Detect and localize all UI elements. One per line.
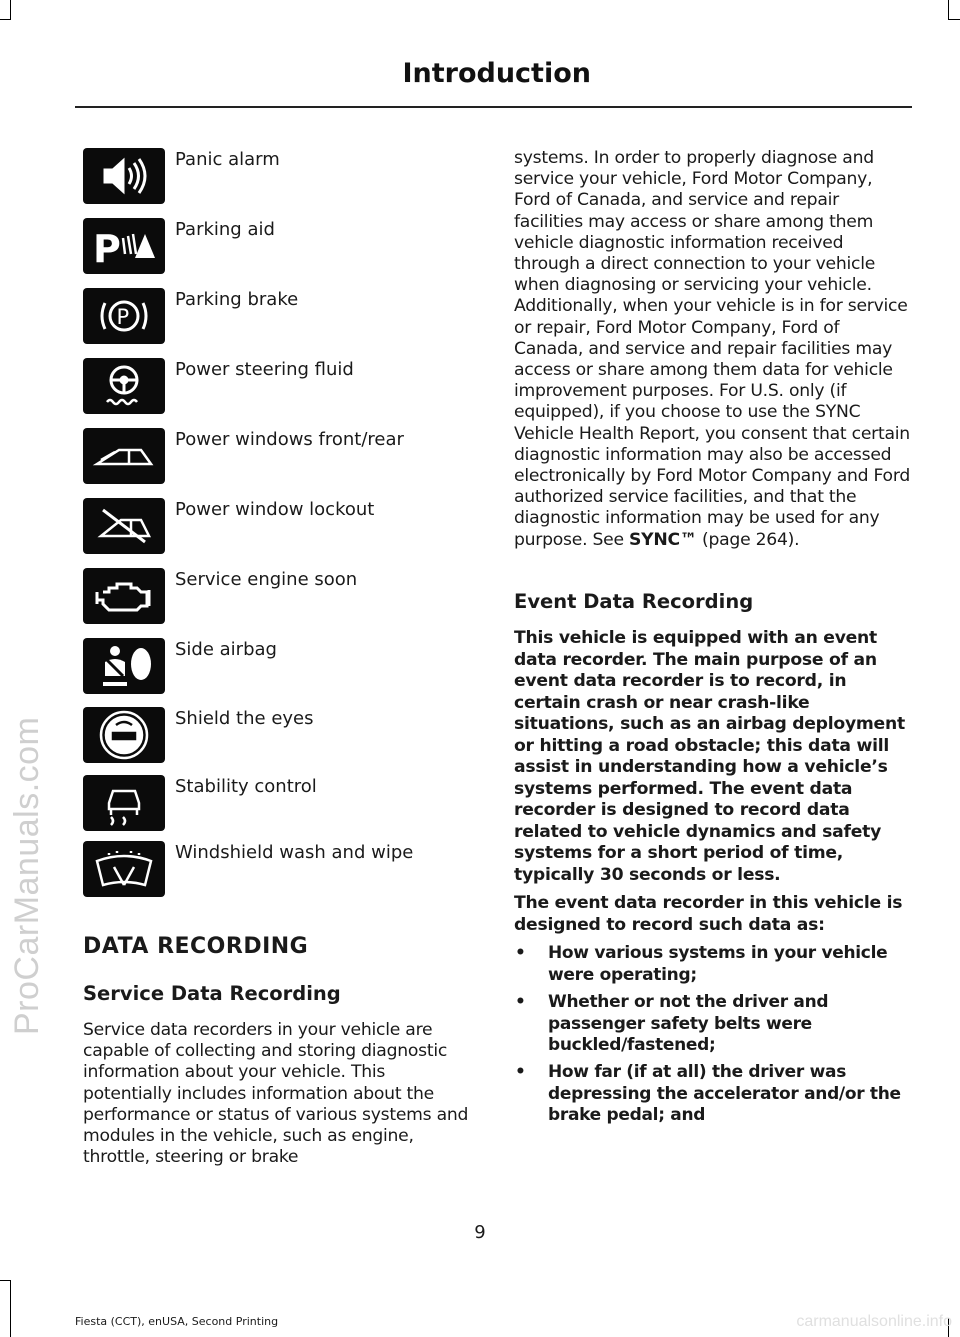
icon-label: Parking aid <box>175 219 275 240</box>
icon-list-item <box>83 707 443 767</box>
bullet-text: How far (if at all) the driver was depressing the accelerator and/or the brake pedal; and <box>548 1062 901 1125</box>
speaker-icon <box>83 148 165 204</box>
crop-mark <box>0 1280 10 1281</box>
parking-brake-icon <box>83 288 165 344</box>
side-airbag-icon <box>83 638 165 694</box>
engine-icon <box>83 568 165 624</box>
bullet-marker: • <box>515 1062 526 1082</box>
continued-text: systems. In order to properly diagnose and service your vehicle, Ford Motor Company, Ford of Canada, and service and repair facilities may access or share among them vehicle diagnostic information received through a direct connection to your vehicle when diagnosing or servicing your vehicle. Additionally, when your vehicle is in for service or repair, Ford Motor Company, Ford of Canada, and service and repair facilities may access or share among them data for vehicle improvement purposes. For U.S. only (if equipped), if you choose to use the SYNC Vehicle Health Report, you consent that certain diagnostic information may also be accessed electronically by Ford Motor Company and Ford authorized service facilities, and that the diagnostic information may be used for any purpose. See <box>514 148 910 550</box>
shield-eyes-icon <box>83 707 165 763</box>
stability-control-icon <box>83 775 165 831</box>
cross-reference-link[interactable]: SYNC™ <box>629 529 697 550</box>
icon-label: Power windows front/rear <box>175 429 404 450</box>
icon-label: Parking brake <box>175 289 299 310</box>
crop-mark <box>949 19 960 20</box>
icon-label: Shield the eyes <box>175 708 314 729</box>
icon-list-item <box>83 568 443 628</box>
footer-watermark: carmanualsonline.info <box>796 1313 952 1330</box>
crop-mark <box>0 19 10 20</box>
icon-list-item <box>83 775 443 835</box>
icon-list-item <box>83 498 443 558</box>
icon-label: Panic alarm <box>175 149 280 170</box>
icon-label: Side airbag <box>175 639 277 660</box>
power-steering-icon <box>83 358 165 414</box>
page-reference: (page 264). <box>696 529 800 550</box>
parking-aid-icon <box>83 218 165 274</box>
power-window-icon <box>83 428 165 484</box>
crop-mark <box>10 0 11 20</box>
bullet-text: How various systems in your vehicle were operating; <box>548 943 888 985</box>
bullet-marker: • <box>515 992 526 1012</box>
icon-list-item <box>83 428 443 488</box>
event-paragraph: This vehicle is equipped with an event data recorder. The main purpose of an event data recorder is to record, in certain crash or near crash-like situations, such as an airbag deployment or hitting a road obstacle; this data will assist in understanding how a vehicle’s systems performed. The event data recorder is designed to record data related to vehicle dynamics and safety systems for a short period of time, typically 30 seconds or less. <box>514 628 905 885</box>
window-lockout-icon <box>83 498 165 554</box>
page-number: 9 <box>474 1222 486 1243</box>
icon-list-item <box>83 841 443 901</box>
icon-label: Power window lockout <box>175 499 375 520</box>
icon-label: Stability control <box>175 776 317 797</box>
section-heading: DATA RECORDING <box>83 934 309 959</box>
svg-text:P: P <box>116 305 130 329</box>
bullet-marker: • <box>515 943 526 963</box>
icon-label: Windshield wash and wipe <box>175 842 414 863</box>
page-title: Introduction <box>402 58 591 89</box>
icon-label: Service engine soon <box>175 569 358 590</box>
icon-list-item <box>83 218 443 278</box>
icon-list-item <box>83 638 443 698</box>
side-watermark: ProCarManuals.com <box>8 716 46 1035</box>
service-paragraph: Service data recorders in your vehicle are capable of collecting and storing diagnostic information about your vehicle. This potentially includes information about the performance or status of various systems and modules in the vehicle, such as engine, throttle, steering or brake <box>83 1020 469 1168</box>
icon-list-item <box>83 148 443 208</box>
continued-paragraph <box>514 148 912 551</box>
header-divider <box>75 106 912 108</box>
icon-list-item <box>83 288 443 348</box>
svg-text:P: P <box>93 227 121 271</box>
windshield-wash-icon <box>83 841 165 897</box>
crop-mark <box>948 0 949 20</box>
icon-list-item <box>83 358 443 418</box>
bullet-text: Whether or not the driver and passenger safety belts were buckled/fastened; <box>548 992 829 1055</box>
event-paragraph-2: The event data recorder in this vehicle is designed to record such data as: <box>514 893 903 935</box>
subsection-heading: Event Data Recording <box>514 590 754 613</box>
footer-text: Fiesta (CCT), enUSA, Second Printing <box>75 1315 279 1328</box>
subsection-heading: Service Data Recording <box>83 982 341 1005</box>
crop-mark <box>10 1280 11 1337</box>
icon-label: Power steering fluid <box>175 359 354 380</box>
